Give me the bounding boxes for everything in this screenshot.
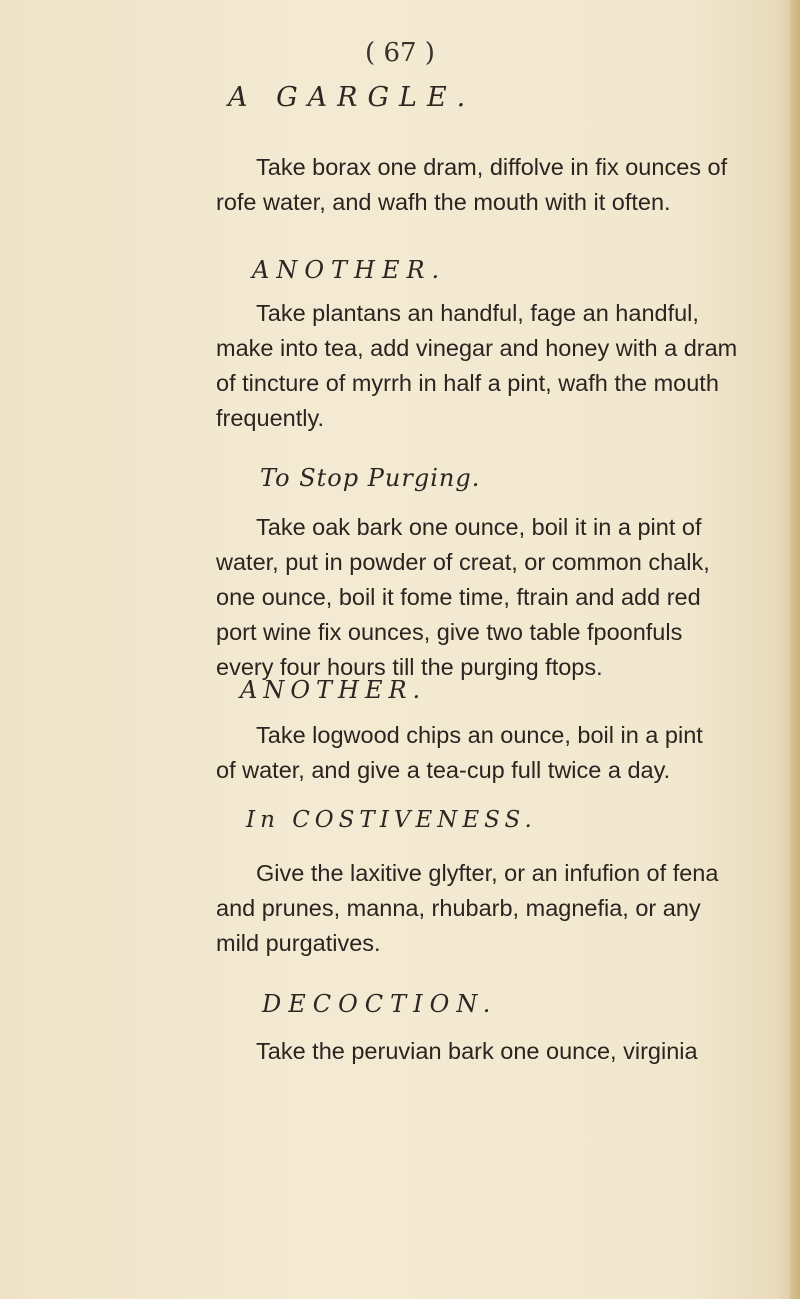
text-line: Take the peruvian bark one ounce, virginia: [256, 1038, 698, 1064]
heading-decoction: DECOCTION.: [262, 990, 498, 1018]
paragraph-another-1: [216, 296, 800, 436]
text-line: mild purgatives.: [216, 930, 381, 956]
heading-another-1: ANOTHER.: [252, 256, 447, 284]
paragraph-to-stop-purging: [216, 510, 800, 685]
heading-gargle: A GARGLE.: [228, 82, 476, 113]
paragraph-gargle: [216, 150, 800, 220]
heading-to-stop-purging: To Stop Purging.: [260, 464, 481, 492]
heading-costiveness: In COSTIVENESS.: [246, 807, 537, 833]
text-line: Take borax one dram, diffolve in fix ounces of: [256, 154, 728, 180]
text-line: Take logwood chips an ounce, boil in a pint: [256, 722, 703, 748]
heading-another-2: ANOTHER.: [240, 676, 427, 704]
text-line: make into tea, add vinegar and honey with a dram: [216, 335, 738, 361]
text-line: Take plantans an handful, fage an handful,: [256, 300, 699, 326]
text-line: and prunes, manna, rhubarb, magnefia, or any: [216, 895, 701, 921]
text-line: one ounce, boil it fome time, ftrain and add red: [216, 584, 701, 610]
text-line: Take oak bark one ounce, boil it in a pint of: [256, 514, 702, 540]
text-line: every four hours till the purging ftops.: [216, 654, 603, 680]
text-line: of water, and give a tea-cup full twice a day.: [216, 757, 671, 783]
text-line: port wine fix ounces, give two table fpoonfuls: [216, 619, 683, 645]
text-line: rofe water, and wafh the mouth with it often.: [216, 189, 671, 215]
text-line: frequently.: [216, 405, 324, 431]
text-line: Give the laxitive glyfter, or an infufion of fena: [256, 860, 719, 886]
text-line: water, put in powder of creat, or common chalk,: [216, 549, 710, 575]
paragraph-costiveness: [216, 856, 800, 961]
text-line: of tincture of myrrh in half a pint, wafh the mouth: [216, 370, 719, 396]
paragraph-another-2: [216, 718, 800, 788]
paragraph-decoction: [256, 1034, 800, 1069]
page-number: ( 67 ): [365, 38, 435, 68]
